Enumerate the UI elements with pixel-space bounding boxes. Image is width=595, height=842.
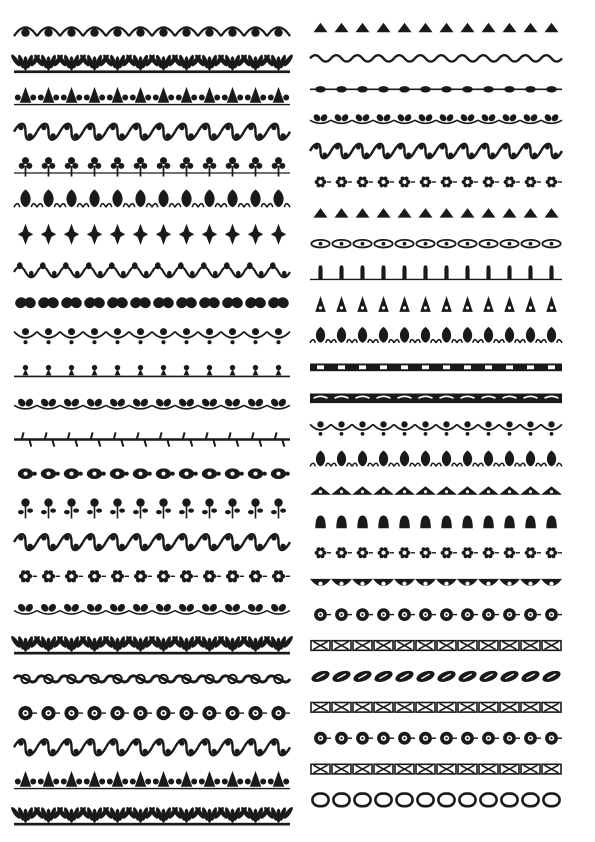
right-border-4	[310, 113, 562, 123]
left-border-5	[14, 157, 290, 176]
left-border-16	[14, 534, 290, 550]
left-border-12	[14, 397, 290, 409]
left-border-17	[19, 570, 290, 582]
right-border-6	[315, 177, 562, 188]
left-border-1	[14, 27, 290, 36]
right-border-3	[310, 86, 562, 92]
left-border-8	[14, 262, 290, 277]
right-border-13	[310, 394, 562, 404]
right-border-18	[315, 547, 562, 558]
right-border-21	[311, 641, 561, 651]
left-border-20	[14, 675, 290, 683]
right-border-26	[312, 794, 559, 807]
right-border-16	[310, 486, 562, 495]
left-border-9	[13, 295, 290, 310]
left-border-18	[14, 602, 290, 614]
left-border-2	[10, 53, 295, 73]
right-border-15	[310, 451, 562, 467]
left-border-14	[18, 468, 290, 479]
left-border-23	[14, 771, 290, 789]
left-border-7	[18, 224, 286, 245]
right-border-8	[311, 240, 560, 248]
left-border-21	[18, 706, 290, 720]
left-border-6	[14, 190, 290, 208]
left-border-4	[14, 124, 290, 140]
left-border-24	[10, 806, 295, 826]
right-border-24	[314, 732, 562, 745]
left-border-11	[14, 365, 290, 377]
right-border-12	[310, 364, 562, 372]
right-border-5	[310, 144, 562, 158]
left-border-3	[14, 87, 290, 105]
right-border-22	[310, 669, 562, 685]
right-border-11	[310, 327, 562, 343]
right-border-9	[310, 265, 562, 279]
right-border-14	[310, 421, 562, 436]
right-border-2	[310, 55, 562, 61]
left-border-10	[14, 328, 290, 344]
left-border-15	[18, 498, 286, 518]
right-border-1	[314, 23, 559, 33]
right-border-10	[315, 296, 557, 312]
right-border-20	[314, 608, 562, 621]
right-border-17	[315, 516, 557, 529]
right-border-19	[310, 579, 562, 586]
right-border-7	[314, 208, 559, 218]
left-border-13	[14, 432, 290, 446]
right-border-23	[311, 703, 561, 713]
right-border-25	[311, 764, 561, 774]
left-border-19	[10, 635, 295, 655]
left-border-22	[14, 739, 290, 755]
